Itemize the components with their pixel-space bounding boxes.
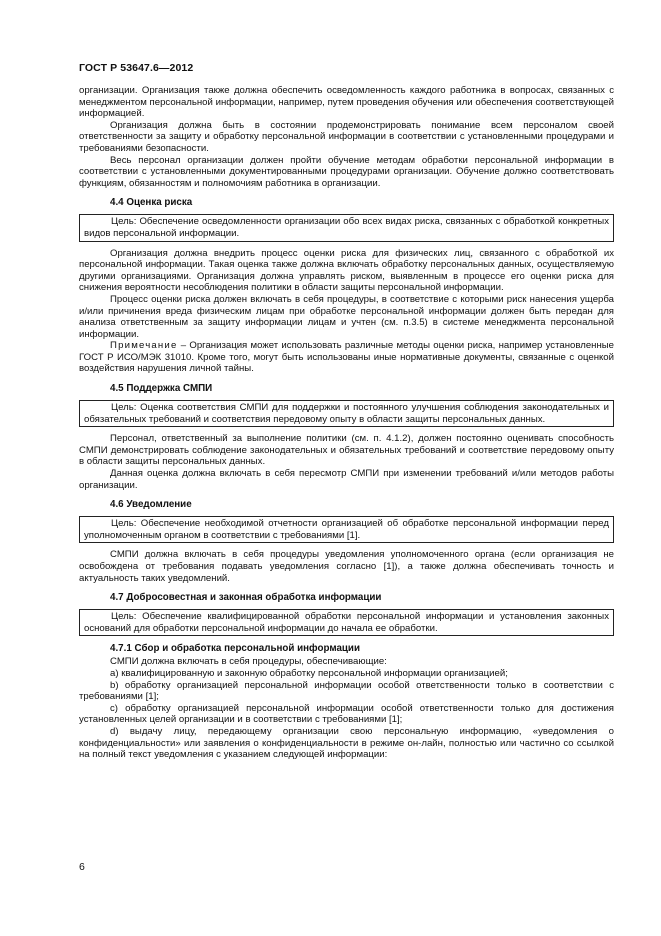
- goal-text: Цель: Оценка соответствия СМПИ для поддержки и постоянного улучшения соблюдения законодательных и обязательных требований и соответствия передовому опыту в области защиты персональных данных.: [84, 402, 609, 425]
- section-heading-4-7: 4.7 Добросовестная и законная обработка информации: [110, 592, 382, 604]
- goal-box-4-4: [79, 214, 614, 241]
- goal-box-4-7: [79, 609, 614, 636]
- note-text: – Организация может использовать различные методы оценки риска, например установленные ГОСТ Р ИСО/МЭК 31010. Кроме того, могут быть использованы иные нормативные документы, связанные с оценкой воздействия нарушения личной тайны.: [79, 340, 614, 375]
- document-header: ГОСТ Р 53647.6—2012: [79, 62, 194, 74]
- list-item: c) обработку организацией персональной информации особой ответственности только для достижения установленных целей организации и в соответствии с требованиями [1];: [79, 702, 614, 726]
- body-paragraph: Процесс оценки риска должен включать в себя процедуры, в соответствие с которыми риск нанесения ущерба и/или причинения вреда физическим лицам при обработке персональной информации должен быть передан для анализа ответственным за защиту информации лицам и учтен (см. п.3.5) в системе менеджмента персональной информации.: [79, 293, 614, 340]
- list-item: b) обработку организацией персональной информации особой ответственности только в соответствии с требованиями [1];: [79, 679, 614, 703]
- note-paragraph: [79, 340, 614, 375]
- note-label: Примечание: [110, 340, 178, 352]
- body-paragraph: Организация должна внедрить процесс оценки риска для физических лиц, связанного с обработкой их персональной информации. Такая оценка также должна включать обработку персональных данных, осуществляемую другими организациями. Организация должна управлять риском, выявленным в процессе его оценки риска для снижения вероятности несоблюдения политики в области защиты персональной информации.: [79, 247, 614, 294]
- list-item: a) квалифицированную и законную обработку персональной информации организацией;: [110, 667, 508, 679]
- body-paragraph: СМПИ должна включать в себя процедуры уведомления уполномоченного органа (если организация не освобождена от требования подавать уведомления согласно [1]), а также должна обеспечивать точность и актуальность таких уведомлений.: [79, 549, 614, 584]
- goal-text: Цель: Обеспечение осведомленности организации обо всех видах риска, связанных с обработкой конкретных видов персональной информации.: [84, 216, 609, 239]
- section-heading-4-7-1: 4.7.1 Сбор и обработка персональной информации: [110, 643, 360, 655]
- goal-text: Цель: Обеспечение необходимой отчетности организацией об обработке персональной информации перед уполномоченным органом в соответствии с требованиями [1].: [84, 518, 609, 541]
- body-paragraph: СМПИ должна включать в себя процедуры, обеспечивающие:: [110, 656, 387, 668]
- page-number: 6: [79, 861, 85, 873]
- goal-box-4-6: [79, 516, 614, 543]
- body-paragraph: Персонал, ответственный за выполнение политики (см. п. 4.1.2), должен постоянно оценивать способность СМПИ демонстрировать соблюдение законодательных и обязательных требований и соответствие передовому опыту в области защиты персональных данных.: [79, 433, 614, 468]
- section-heading-4-5: 4.5 Поддержка СМПИ: [110, 383, 213, 395]
- intro-paragraph: организации. Организация также должна обеспечить осведомленность каждого работника в вопросах, связанных с менеджментом персональной информации, например, путем проведения обучения или обеспечения соответствующей информацией.: [79, 85, 614, 120]
- list-item: d) выдачу лицу, передающему организации свою персональную информацию, «уведомления о конфиденциальности» или заявления о конфиденциальности в режиме он-лайн, полностью или частично со ссылкой на полный текст уведомления с указанием следующей информации:: [79, 725, 614, 761]
- body-paragraph: Данная оценка должна включать в себя пересмотр СМПИ при изменении требований и/или методов работы организации.: [79, 468, 614, 491]
- section-heading-4-4: 4.4 Оценка риска: [110, 197, 193, 209]
- goal-text: Цель: Обеспечение квалифицированной обработки персональной информации и установления законных оснований для обработки персональной информации до начала ее обработки.: [84, 611, 609, 634]
- section-heading-4-6: 4.6 Уведомление: [110, 499, 192, 511]
- intro-paragraph: Организация должна быть в состоянии продемонстрировать понимание всем персоналом своей ответственности за защиту и обработку персональной информации в соответствии с установленными процедурами и требованиями безопасности.: [79, 119, 614, 154]
- document-page: [79, 62, 614, 761]
- intro-paragraph: Весь персонал организации должен пройти обучение методам обработки персональной информации в соответствии с установленными документированными процедурами организации. Обучение должно соответствовать функциям, обязанностям и полномочиям работника в организации.: [79, 154, 614, 189]
- goal-box-4-5: [79, 400, 614, 427]
